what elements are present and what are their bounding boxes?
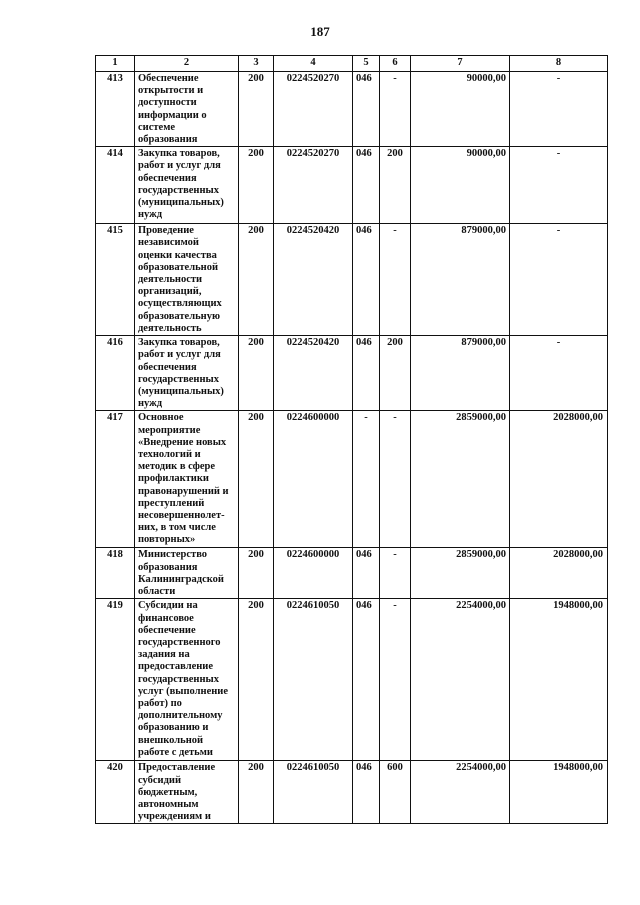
column-header: 5 bbox=[353, 56, 380, 72]
row-sum-2: 2028000,00 bbox=[510, 548, 608, 599]
row-code: 0224520270 bbox=[274, 147, 353, 224]
row-section: 200 bbox=[239, 761, 274, 824]
row-code: 0224600000 bbox=[274, 411, 353, 548]
table-header-row bbox=[96, 56, 608, 72]
row-sum-2: - bbox=[510, 147, 608, 224]
row-type: 200 bbox=[380, 336, 411, 411]
row-section: 200 bbox=[239, 72, 274, 147]
row-type: 200 bbox=[380, 147, 411, 224]
table-row bbox=[96, 224, 608, 336]
row-group: 046 bbox=[353, 761, 380, 824]
row-code: 0224610050 bbox=[274, 599, 353, 761]
row-number: 416 bbox=[96, 336, 135, 411]
row-name: Субсидии на финансовое обеспечение государственного задания на предоставление государственных услуг (выполнение работ) по дополнительному образованию и внешкольной работе с детьми bbox=[135, 599, 239, 761]
row-number: 417 bbox=[96, 411, 135, 548]
row-sum: 879000,00 bbox=[411, 224, 510, 336]
row-type: - bbox=[380, 72, 411, 147]
table-row bbox=[96, 336, 608, 411]
row-number: 415 bbox=[96, 224, 135, 336]
row-sum: 2254000,00 bbox=[411, 761, 510, 824]
column-header: 6 bbox=[380, 56, 411, 72]
row-number: 414 bbox=[96, 147, 135, 224]
table-row bbox=[96, 411, 608, 548]
row-name: Основное мероприятие «Внедрение новых технологий и методик в сфере профилактики правонарушений и преступлений несовершеннолет-них, в том числе повторных» bbox=[135, 411, 239, 548]
page-number: 187 bbox=[310, 24, 330, 39]
row-code: 0224520420 bbox=[274, 336, 353, 411]
row-sum: 2859000,00 bbox=[411, 548, 510, 599]
row-section: 200 bbox=[239, 224, 274, 336]
column-header: 3 bbox=[239, 56, 274, 72]
row-sum-2: 2028000,00 bbox=[510, 411, 608, 548]
row-sum: 90000,00 bbox=[411, 147, 510, 224]
row-section: 200 bbox=[239, 411, 274, 548]
row-sum-2: - bbox=[510, 224, 608, 336]
row-sum-2: 1948000,00 bbox=[510, 761, 608, 824]
row-code: 0224610050 bbox=[274, 761, 353, 824]
row-sum-2: - bbox=[510, 336, 608, 411]
row-code: 0224600000 bbox=[274, 548, 353, 599]
column-header: 2 bbox=[135, 56, 239, 72]
row-group: 046 bbox=[353, 336, 380, 411]
row-section: 200 bbox=[239, 548, 274, 599]
table-row bbox=[96, 599, 608, 761]
row-sum: 2859000,00 bbox=[411, 411, 510, 548]
row-sum: 2254000,00 bbox=[411, 599, 510, 761]
row-group: 046 bbox=[353, 548, 380, 599]
row-number: 418 bbox=[96, 548, 135, 599]
table-row bbox=[96, 761, 608, 824]
row-code: 0224520270 bbox=[274, 72, 353, 147]
row-name: Обеспечение открытости и доступности информации о системе образования bbox=[135, 72, 239, 147]
row-number: 419 bbox=[96, 599, 135, 761]
row-section: 200 bbox=[239, 599, 274, 761]
row-name: Предоставление субсидий бюджетным, автономным учреждениям и bbox=[135, 761, 239, 824]
row-name: Закупка товаров, работ и услуг для обеспечения государственных (муниципальных) нужд bbox=[135, 336, 239, 411]
row-sum-2: 1948000,00 bbox=[510, 599, 608, 761]
row-group: 046 bbox=[353, 599, 380, 761]
row-group: 046 bbox=[353, 147, 380, 224]
row-section: 200 bbox=[239, 147, 274, 224]
row-name: Закупка товаров, работ и услуг для обеспечения государственных (муниципальных) нужд bbox=[135, 147, 239, 224]
row-type: - bbox=[380, 548, 411, 599]
row-sum: 879000,00 bbox=[411, 336, 510, 411]
column-header: 1 bbox=[96, 56, 135, 72]
table-row bbox=[96, 548, 608, 599]
row-number: 420 bbox=[96, 761, 135, 824]
row-code: 0224520420 bbox=[274, 224, 353, 336]
row-group: 046 bbox=[353, 72, 380, 147]
row-number: 413 bbox=[96, 72, 135, 147]
row-type: - bbox=[380, 224, 411, 336]
row-group: 046 bbox=[353, 224, 380, 336]
row-sum: 90000,00 bbox=[411, 72, 510, 147]
column-header: 4 bbox=[274, 56, 353, 72]
column-header: 8 bbox=[510, 56, 608, 72]
table-row bbox=[96, 72, 608, 147]
budget-table bbox=[95, 55, 608, 824]
row-name: Министерство образования Калининградской области bbox=[135, 548, 239, 599]
row-section: 200 bbox=[239, 336, 274, 411]
row-sum-2: - bbox=[510, 72, 608, 147]
row-group: - bbox=[353, 411, 380, 548]
table-row bbox=[96, 147, 608, 224]
row-type: 600 bbox=[380, 761, 411, 824]
row-type: - bbox=[380, 411, 411, 548]
row-name: Проведение независимой оценки качества образовательной деятельности организаций, осуществляющих образовательную деятельность bbox=[135, 224, 239, 336]
row-type: - bbox=[380, 599, 411, 761]
column-header: 7 bbox=[411, 56, 510, 72]
